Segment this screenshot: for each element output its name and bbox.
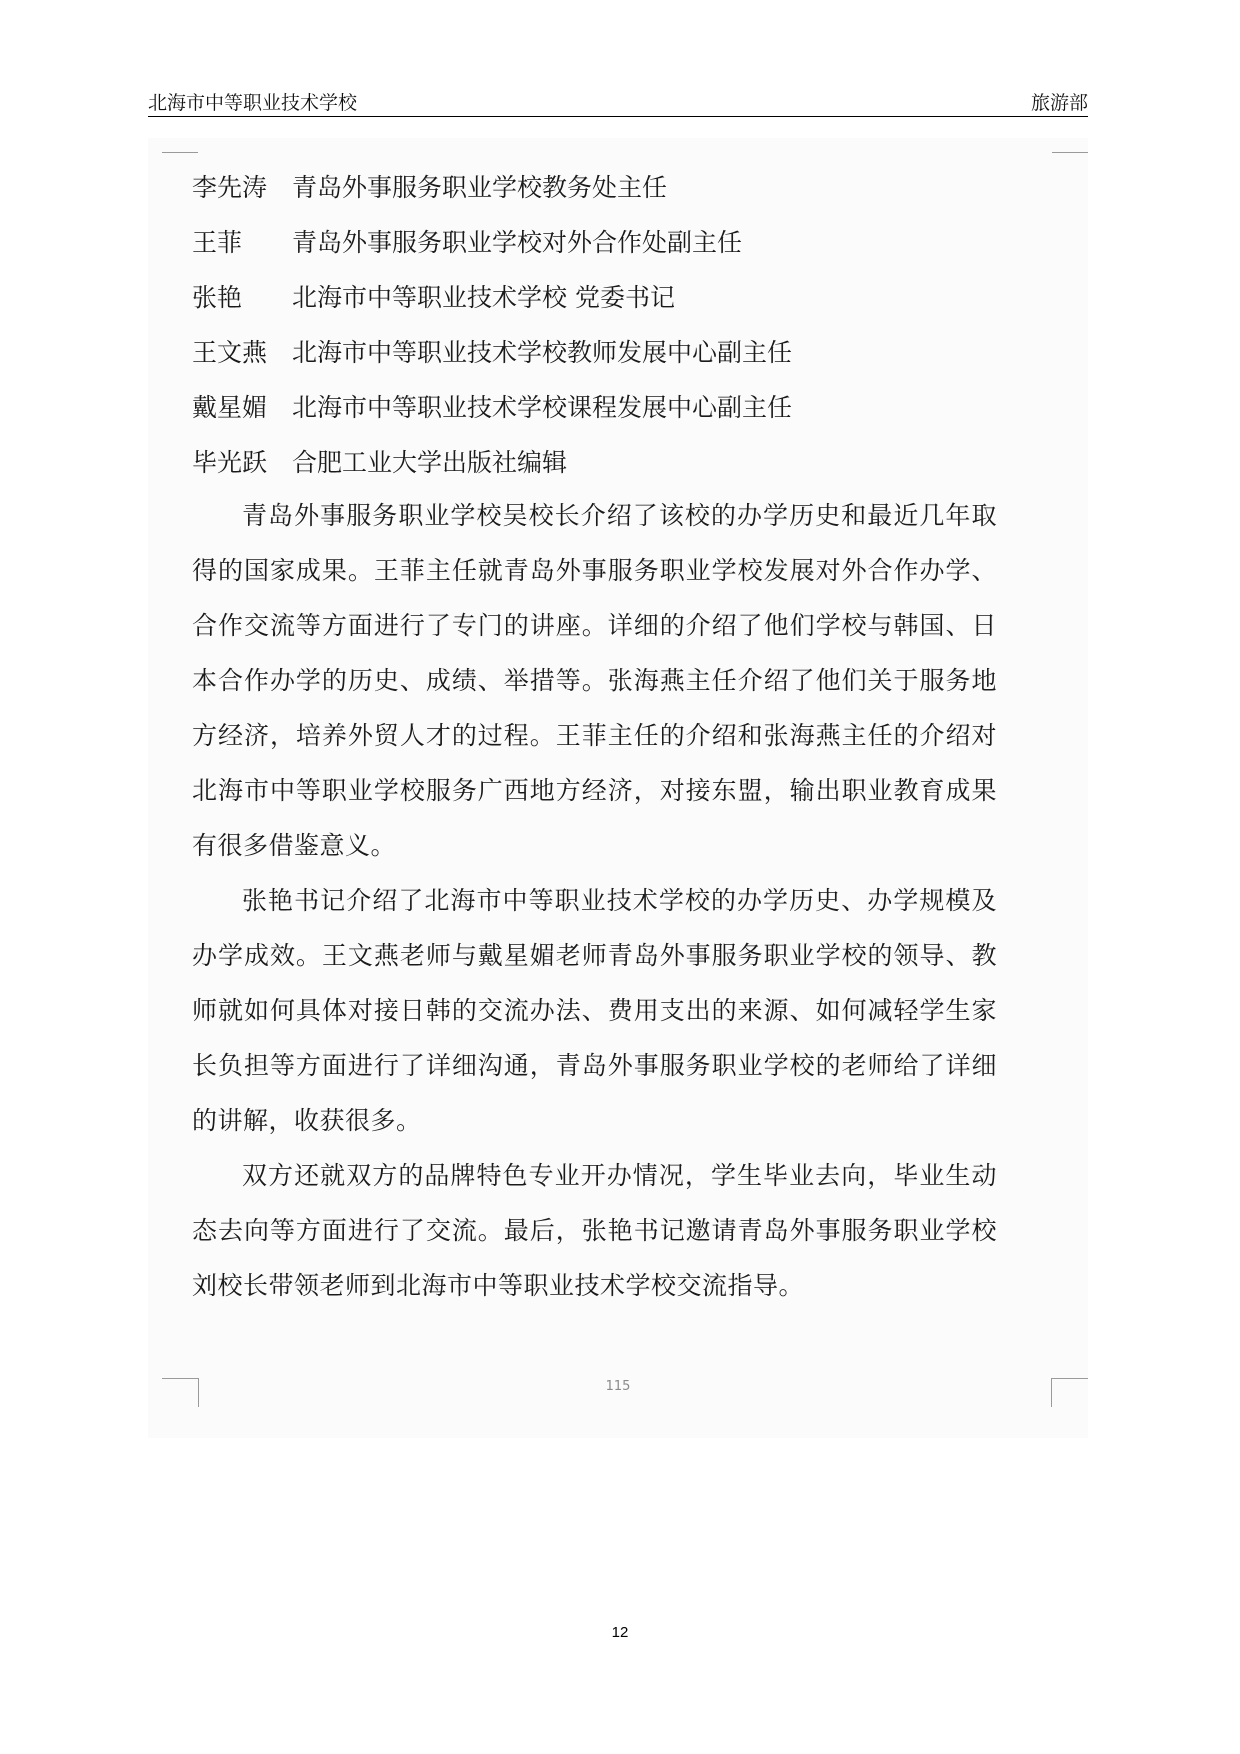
scanned-page-number: 115 (605, 1379, 631, 1394)
member-name: 毕光跃 (192, 447, 268, 477)
member-title: 青岛外事服务职业学校教务处主任 (292, 172, 668, 202)
member-title: 青岛外事服务职业学校对外合作处副主任 (292, 227, 743, 257)
member-name: 戴星媚 (192, 392, 268, 422)
member-title: 合肥工业大学出版社编辑 (292, 447, 568, 477)
member-name: 张艳 (192, 282, 243, 312)
crop-mark-top-left (162, 152, 198, 153)
member-name: 王文燕 (192, 337, 268, 367)
paragraph-qingdao-introduction: 青岛外事服务职业学校吴校长介绍了该校的办学历史和最近几年取得的国家成果。王菲主任就青岛外事服务职业学校发展对外合作办学、合作交流等方面进行了专门的讲座。详细的介绍了他们学校与韩国、日本合作办学的历史、成绩、举措等。张海燕主任介绍了他们关于服务地方经济，培养外贸人才的过程。王菲主任的介绍和张海燕主任的介绍对北海市中等职业学校服务广西地方经济，对接东盟，输出职业教育成果有很多借鉴意义。 (192, 501, 997, 860)
header-school-name: 北海市中等职业技术学校 (148, 92, 358, 114)
scanned-page-image (148, 138, 1088, 1438)
scanned-text-block (192, 158, 997, 1313)
member-row (192, 158, 997, 213)
member-title: 北海市中等职业技术学校课程发展中心副主任 (292, 392, 793, 422)
delegation-member-list (192, 158, 997, 488)
paragraph-beihai-introduction: 张艳书记介绍了北海市中等职业技术学校的办学历史、办学规模及办学成效。王文燕老师与戴星媚老师青岛外事服务职业学校的领导、教师就如何具体对接日韩的交流办法、费用支出的来源、如何减轻学生家长负担等方面进行了详细沟通，青岛外事服务职业学校的老师给了详细的讲解，收获很多。 (192, 886, 997, 1135)
member-title: 北海市中等职业技术学校教师发展中心副主任 (292, 337, 793, 367)
member-title: 北海市中等职业技术学校 党委书记 (292, 282, 675, 312)
paragraph-exchange-conclusion: 双方还就双方的品牌特色专业开办情况，学生毕业去向，毕业生动态去向等方面进行了交流。最后，张艳书记邀请青岛外事服务职业学校刘校长带领老师到北海市中等职业技术学校交流指导。 (192, 1161, 997, 1300)
member-name: 李先涛 (192, 172, 268, 202)
crop-mark-top-right (1052, 152, 1088, 153)
member-name: 王菲 (192, 227, 243, 257)
member-row (192, 378, 997, 433)
member-row (192, 213, 997, 268)
page-header (148, 86, 1088, 117)
header-department: 旅游部 (1030, 92, 1088, 114)
member-row (192, 323, 997, 378)
member-row (192, 268, 997, 323)
page-number: 12 (611, 1624, 629, 1641)
member-row (192, 433, 997, 488)
